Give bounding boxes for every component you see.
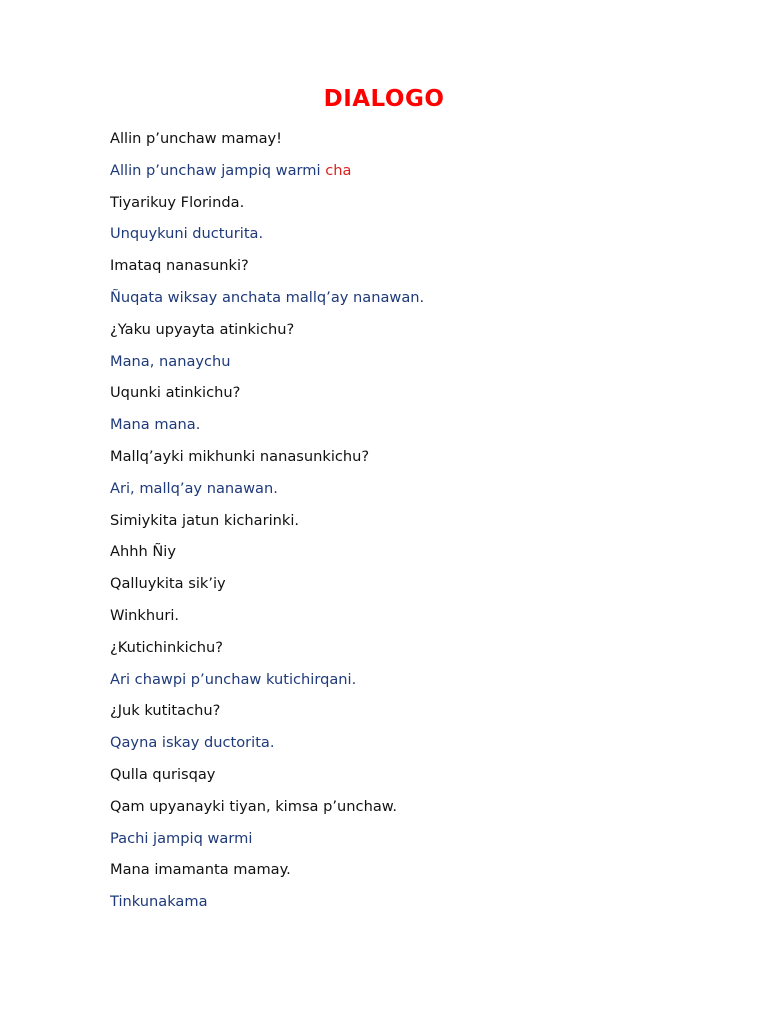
line-text: Winkhuri. — [110, 606, 180, 624]
dialogue-line — [110, 670, 730, 702]
dialogue-line — [110, 511, 730, 543]
line-text: Pachi jampiq warmi — [110, 829, 253, 847]
dialogue-line — [110, 797, 730, 829]
line-text: Imataq nanasunki? — [110, 257, 249, 275]
line-text: Qam upyanayki tiyan, kimsa p’unchaw. — [110, 797, 397, 815]
dialogue-line — [110, 320, 730, 352]
line-text: Unquykuni ducturita. — [110, 225, 264, 243]
line-text: ¿Yaku upyayta atinkichu? — [110, 320, 295, 338]
dialogue-line — [110, 479, 730, 511]
line-text: Qalluykita sik’iy — [110, 575, 226, 593]
line-text: Allin p’unchaw mamay! — [110, 130, 283, 147]
dialogue-line — [110, 383, 730, 415]
line-text: Allin p’unchaw jampiq warmi — [110, 161, 326, 179]
dialogue-line — [110, 638, 730, 670]
line-text: Uqunki atinkichu? — [110, 384, 241, 402]
dialogue-lines — [110, 129, 730, 924]
line-text: Tinkunakama — [110, 893, 208, 911]
line-text: Mana, nanaychu — [110, 352, 231, 370]
line-text: ¿Kutichinkichu? — [110, 638, 223, 656]
line-text: Ari, mallq’ay nanawan. — [110, 479, 278, 497]
line-text: Ari chawpi p’unchaw kutichirqani. — [110, 670, 357, 688]
document-title: DIALOGO — [323, 86, 445, 112]
dialogue-line — [110, 352, 730, 384]
line-text: Ahhh Ñiy — [110, 543, 176, 561]
dialogue-line — [110, 224, 730, 256]
line-text: Mana mana. — [110, 416, 201, 434]
line-text: Tiyarikuy Florinda. — [110, 193, 245, 211]
dialogue-line — [110, 606, 730, 638]
dialogue-line — [110, 542, 730, 574]
dialogue-line — [110, 447, 730, 479]
dialogue-line — [110, 288, 730, 320]
line-accent-text: cha — [325, 161, 352, 179]
line-text: Ñuqata wiksay anchata mallq’ay nanawan. — [110, 288, 425, 306]
dialogue-line — [110, 829, 730, 861]
dialogue-line — [110, 701, 730, 733]
dialogue-line — [110, 733, 730, 765]
line-text: Mana imamanta mamay. — [110, 861, 291, 879]
line-text: Mallq’ayki mikhunki nanasunkichu? — [110, 447, 370, 465]
dialogue-line — [110, 256, 730, 288]
dialogue-line — [110, 765, 730, 797]
dialogue-line — [110, 193, 730, 225]
dialogue-line — [110, 860, 730, 892]
line-text: Qulla qurisqay — [110, 765, 216, 783]
dialogue-line — [110, 129, 730, 161]
dialogue-line — [110, 161, 730, 193]
dialogue-line — [110, 415, 730, 447]
dialogue-line — [110, 574, 730, 606]
dialogue-line — [110, 892, 730, 924]
line-text: Qayna iskay ductorita. — [110, 734, 275, 752]
line-text: Simiykita jatun kicharinki. — [110, 511, 300, 529]
line-text: ¿Juk kutitachu? — [110, 702, 221, 720]
